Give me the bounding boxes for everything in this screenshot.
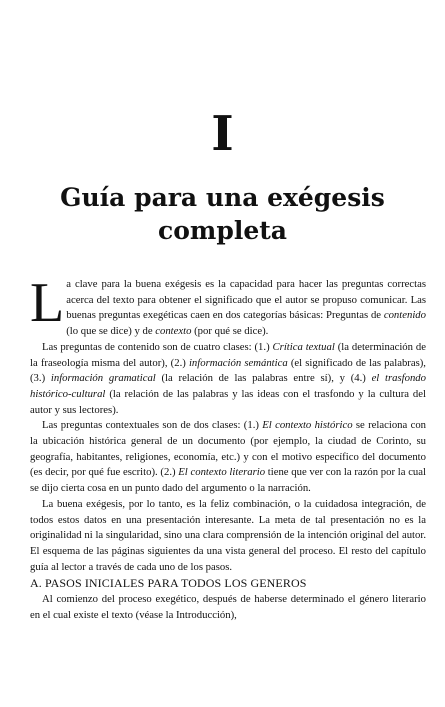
italic-term: el trasfondo histórico-cultural (30, 372, 426, 400)
body-text (30, 272, 427, 624)
text-run: (la determinación de la fraseología misma del autor), (2.) (30, 340, 426, 369)
text-run: La buena exégesis, por lo tanto, es la feliz combinación, o la cuidadosa integración, de todos estos datos en una presentación interesante. La meta de tal presentación no es la originalidad ni la singularidad, sino una clara comprensión de la intención original del autor. El esquema de las páginas siguientes da una vista general del proceso. El resto del capítulo guía al lector a través de cada uno de los pasos. (30, 497, 426, 573)
text-run: tiene que ver con la razón por la cual se dijo cierta cosa en un punto dado del argumento o la narración. (30, 466, 426, 495)
italic-term: Crítica textual (272, 340, 335, 353)
italic-term: información gramatical (50, 372, 156, 385)
text-run: (lo que se dice) y de (66, 325, 156, 338)
text-run: a clave para la buena exégesis es la capacidad para hacer las preguntas correctas acerca del texto para obtener el significado que el autor se propuso comunicar. Las buenas preguntas exegéticas caen en dos categorías básicas: Preguntas de (66, 278, 426, 322)
section-heading: A. PASOS INICIALES PARA TODOS LOS GENEROS (30, 576, 307, 591)
paragraph-content-questions (30, 340, 426, 419)
text-run: (la relación de las palabras entre sí), y (4.) (155, 372, 372, 385)
italic-term: contexto (155, 325, 192, 338)
text-run: (el significado de las palabras), (3.) (30, 356, 426, 385)
text-run: (la relación de las palabras y las ideas con el trasfondo y la cultura del autor y sus lectores). (30, 387, 426, 416)
italic-term: contenido (383, 309, 426, 322)
italic-term: El contexto literario (178, 466, 266, 479)
italic-term: información semántica (188, 356, 288, 369)
paragraph-context-questions (30, 418, 426, 497)
text-run: Las preguntas contextuales son de dos clases: (1.) (42, 419, 263, 432)
chapter-number: I (211, 106, 234, 162)
paragraph-good-exegesis (30, 497, 426, 576)
text-run: se relaciona con la ubicación histórica general de un documento (por ejemplo, la ciudad de Corinto, su geografía, habitantes, religiones, economía, etc.) y con el motivo específico del documento (es decir, por qué fue escrito). (2.) (30, 419, 427, 479)
chapter-title: Guía para una exégesis completa (60, 183, 385, 245)
text-run: (por qué se dice). (191, 325, 269, 338)
italic-term: El contexto histórico (262, 419, 353, 432)
paragraph-initial-steps (30, 592, 426, 623)
text-run: Las preguntas de contenido son de cuatro clases: (1.) (42, 340, 273, 353)
paragraph-intro (30, 272, 426, 340)
text-run: Al comienzo del proceso exegético, después de haberse determinado el género literario en el cual existe el texto (véase la Introducción), (30, 593, 426, 622)
drop-cap: L (30, 272, 65, 334)
